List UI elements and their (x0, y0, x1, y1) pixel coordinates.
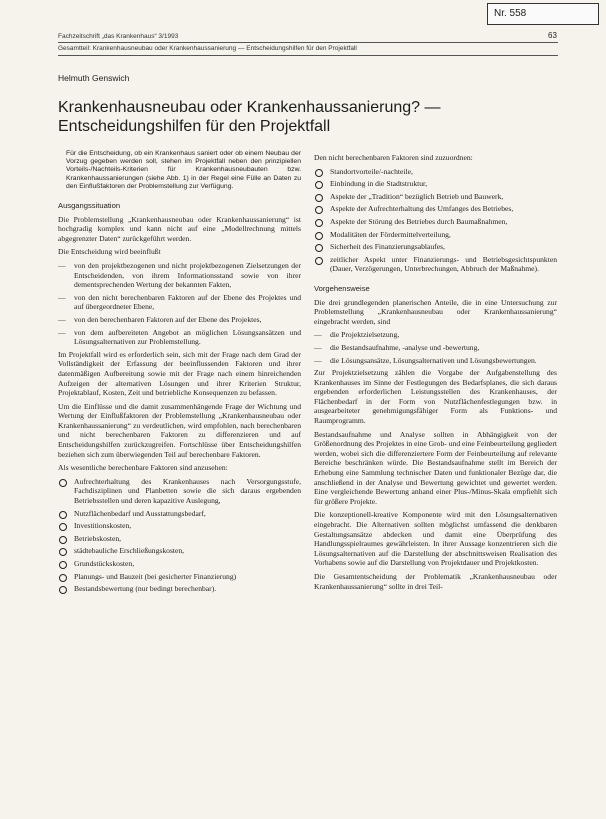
list-item: Sicherheit des Finanzierungsablaufes, (314, 242, 557, 252)
paragraph: Um die Einflüsse und die damit zusammenhängende Frage der Wichtung und Wertung der Einflußfaktoren der Problemstellung „Krankenhausneubau oder Krankenhaussanierung“ zu verdeutlichen, wird empfohlen, nach berechenbaren und nicht berechenbaren Faktoren zu differenzieren und auf Entscheidungshilfen zurückzugreifen. Fortschlüsse über Entscheidungshilfen beziehen sich zum überwiegenden Teil auf berechenbare Faktoren. (58, 401, 301, 459)
list-item: — von den projektbezogenen und nicht projektbezogenen Zielsetzungen der Entscheidenden, von ihrem Informationsstand sowie von ihrer dementsprechenden Wertung der bekannten Fakten, (58, 261, 301, 290)
list-item: zeitlicher Aspekt unter Finanzierungs- und Betriebsgesichtspunkten (Dauer, Verzögerungen, Unterbrechungen, Abbruch der Maßnahme). (314, 255, 557, 274)
list-item: Aufrechterhaltung des Krankenhauses nach Versorgungsstufe, Fachdisziplinen und Planbetten sowie die sich daraus ergebenden Betriebsstellen und deren kapazitive Auslegung, (58, 477, 301, 506)
paragraph: Die konzeptionell-kreative Komponente wird mit den Lösungsalternativen eingebracht. Die Alternativen sollten möglichst umfassend die denkbaren Gestaltungsansätze abdecken und damit eine Überprüfung des Handlungsspielraumes gewährleisten. In ihrer Aussage konzentrieren sich die Lösungsalternativen auf die Darstellung der abschnittsweisen Realisation des Vorhabens sowie auf die Darstellung von Projektdauer und Projektkosten. (314, 510, 557, 568)
header-rule (58, 42, 558, 43)
page-number: 63 (548, 31, 557, 40)
running-subheader: Gesamtteil: Krankenhausneubau oder Krankenhaussanierung — Entscheidungshilfen für den Projektfall (58, 45, 357, 52)
list-item: — die Projektzielsetzung, (314, 330, 557, 340)
right-column (314, 150, 557, 595)
list-item: Investitionskosten, (58, 521, 301, 531)
list-lead: Die Entscheidung wird beeinflußt (58, 247, 161, 257)
list-item: Aspekte der „Tradition“ bezüglich Betrieb und Bauwerk, (314, 192, 557, 202)
list-item: Standortvorteile/-nachteile, (314, 167, 557, 177)
list-item: — die Lösungsansätze, Lösungsalternativen und Lösungsbewertungen. (314, 356, 557, 366)
list-item: städtebauliche Erschließungskosten, (58, 546, 301, 556)
list-item: — von den nicht berechenbaren Faktoren auf der Ebene des Projektes und auf übergeordneter Ebene, (58, 293, 301, 312)
list-item: Bestandsbewertung (nur bedingt berechenbar). (58, 584, 301, 594)
list-item: Nutzflächenbedarf und Ausstattungsbedarf, (58, 509, 301, 519)
list-item: Planungs- und Bauzeit (bei gesicherter Finanzierung) (58, 572, 301, 582)
list-item: Betriebskosten, (58, 534, 301, 544)
circle-list (58, 477, 301, 594)
paragraph: Die drei grundlegenden planerischen Anteile, die in eine Untersuchung zur Problemstellung „Krankenhausneubau oder Krankenhaussanierung“ eingebracht werden, sind (314, 297, 557, 326)
list-lead: Den nicht berechenbaren Faktoren sind zuzuordnen: (314, 153, 473, 162)
list-item: Grundstückskosten, (58, 559, 301, 569)
left-column (58, 150, 301, 597)
paragraph: Im Projektfall wird es erforderlich sein, sich mit der Frage nach dem Grad der Vollständigkeit der Erfassung der beeinflussenden Faktoren und ihrer datenmäßigen Aufbereitung sowie mit der Frage nach einem hinreichenden Aufzeigen der alternativen Lösungen und ihrer Kriterien Struktur, Projektablauf, Kosten, Zeit und betriebliche Konsequenzen zu befassen. (58, 349, 301, 398)
list-item: — von dem aufbereiteten Angebot an möglichen Lösungsansätzen und Lösungsalternativen zur Problemstellung. (58, 328, 301, 347)
article-title: Krankenhausneubau oder Krankenhaussanierung? — Entscheidungshilfen für den Projektfall (58, 99, 441, 135)
paragraph: Die Gesamtentscheidung der Problematik „Krankenhausneubau oder Krankenhaussanierung“ sollte in drei Teil- (314, 571, 557, 591)
list-item: Aspekte der Aufrechterhaltung des Umfanges des Betriebes, (314, 204, 557, 214)
list-item: Modalitäten der Fördermittelverteilung, (314, 230, 557, 240)
paragraph: Bestandsaufnahme und Analyse sollten in Abhängigkeit von der Größenordnung des Projektes in eine Grob- und eine Feinbeurteilung gegliedert werden, wobei sich die differenziertere Form der Feinbeurteilung auf relevante Bereiche beschränken würde. Die Bestandsaufnahme stellt im Bereich der Erhebung eine Sammlung technischer Daten und funktionaler Bezüge dar, die anschließend in der Analyse und Bewertung gewichtet und gewertet werden. Eine vergleichende Bewertung anhand einer Plus-/Minus-Skala empfiehlt sich für größere Projekte. (314, 429, 557, 506)
dash-list (58, 261, 301, 347)
section-heading: Ausgangssituation (58, 201, 121, 211)
paragraph: Die Problemstellung „Krankenhausneubau oder Krankenhaussanierung“ ist hochgradig komplex und kann nicht auf eine „Modellrechnung mittels abgegrenzter Daten“ zurückgeführt werden. (58, 214, 301, 243)
list-lead: Als wesentliche berechenbare Faktoren sind anzusehen: (58, 463, 228, 473)
running-header: Fachzeitschrift „das Krankenhaus“ 3/1993 (58, 33, 179, 40)
list-item: Einbindung in die Stadtstruktur, (314, 179, 557, 189)
archive-stamp: Nr. 558 (487, 3, 599, 25)
circle-list (314, 167, 557, 274)
paragraph: Zur Projektzielsetzung zählen die Vorgabe der Aufgabenstellung des Krankenhauses im Sinne der Festlegungen des Bedarfsplanes, die sich daraus ergebenden erforderlichen Leistungsstellen des Krankenhauses, der Flächenbedarf in der Form von Nutzflächenfestlegungen bzw. in ausgearbeiteter genehmigungsfähiger Form als Funktions- und Raumprogramm. (314, 368, 557, 426)
abstract: Für die Entscheidung, ob ein Krankenhaus saniert oder ob einem Neubau der Vorzug gegeben werden soll, stehen im Projektfall neben den prinzipiellen Vorteils-/Nachteils-Kriterien für Krankenhausneubauten bzw. Krankenhaussanierungen (siehe Abb. 1) in der Regel eine Fülle an Daten zu den Einflußfaktoren der Problemstellung zur Verfügung. (66, 150, 301, 190)
list-item: — von den berechenbaren Faktoren auf der Ebene des Projektes, (58, 315, 301, 325)
section-heading: Vorgehensweise (314, 283, 370, 293)
subheader-rule (58, 55, 558, 56)
dash-list (314, 330, 557, 365)
list-item: Aspekte der Störung des Betriebes durch Baumaßnahmen, (314, 217, 557, 227)
list-item: — die Bestandsaufnahme, -analyse und -bewertung, (314, 343, 557, 353)
author-name: Helmuth Genswich (58, 73, 130, 83)
